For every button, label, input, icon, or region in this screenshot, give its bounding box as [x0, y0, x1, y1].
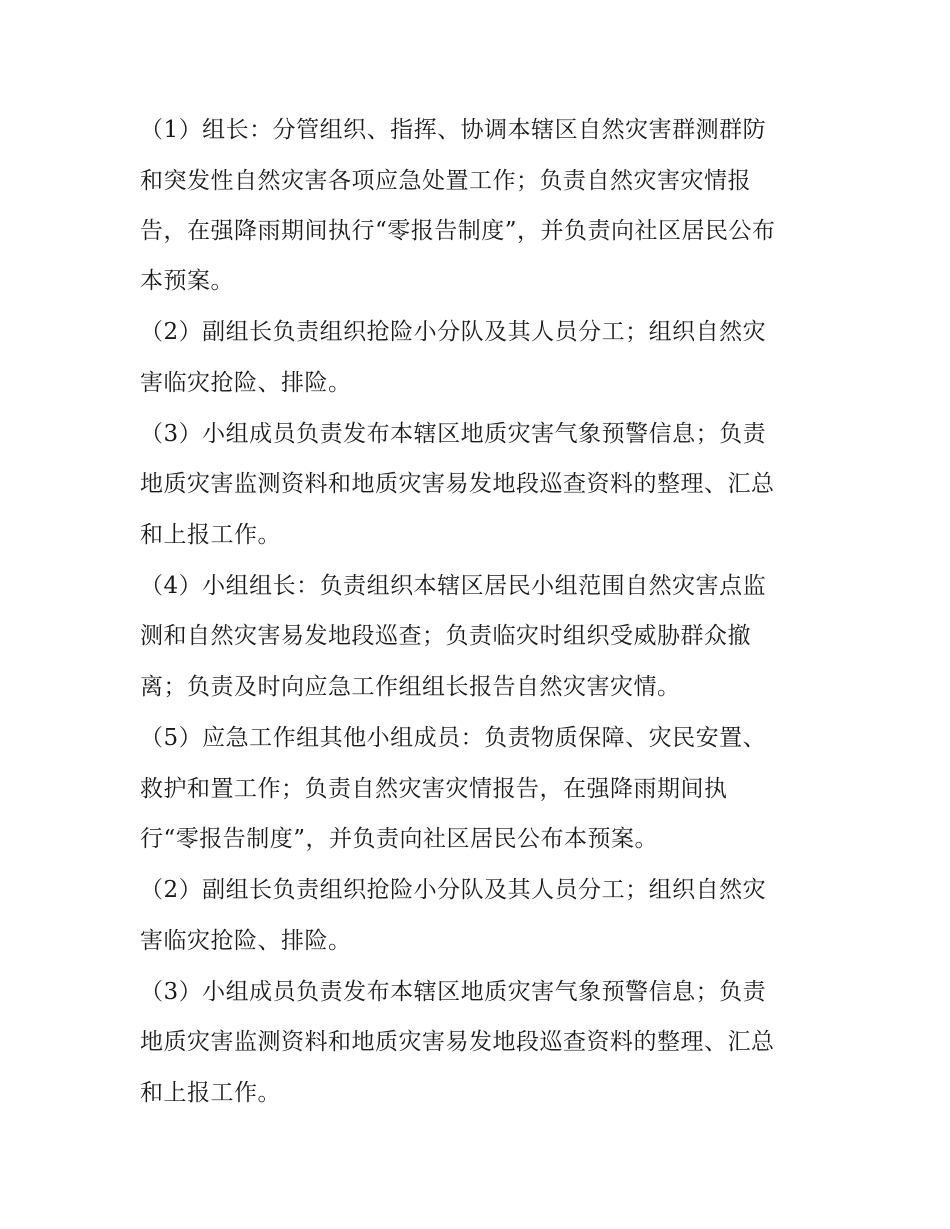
- paragraph-1-line-3: 告，在强降雨期间执行“零报告制度”，并负责向社区居民公布: [140, 218, 776, 244]
- paragraph-2-line-2: 害临灾抢险、排险。: [140, 370, 352, 396]
- paragraph-7-line-2: 地质灾害监测资料和地质灾害易发地段巡查资料的整理、汇总: [140, 1029, 775, 1055]
- paragraph-5-line-3: 行“零报告制度”，并负责向社区居民公布本预案。: [140, 826, 659, 852]
- paragraph-6-line-2: 害临灾抢险、排险。: [140, 928, 352, 954]
- paragraph-3-line-2: 地质灾害监测资料和地质灾害易发地段巡查资料的整理、汇总: [140, 471, 775, 497]
- paragraph-7-line-1: （3）小组成员负责发布本辖区地质灾害气象预警信息；负责: [140, 979, 767, 1005]
- paragraph-5-line-2: 救护和置工作；负责自然灾害灾情报告，在强降雨期间执: [140, 776, 728, 802]
- paragraph-3-line-1: （3）小组成员负责发布本辖区地质灾害气象预警信息；负责: [140, 421, 767, 447]
- paragraph-1-line-2: 和突发性自然灾害各项应急处置工作；负责自然灾害灾情报: [140, 168, 751, 194]
- paragraph-1-line-1: （1）组长：分管组织、指挥、协调本辖区自然灾害群测群防: [140, 117, 767, 143]
- paragraph-4-line-2: 测和自然灾害易发地段巡查；负责临灾时组织受威胁群众撤: [140, 623, 751, 649]
- paragraph-6-line-1: （2）副组长负责组织抢险小分队及其人员分工；组织自然灾: [140, 877, 767, 903]
- paragraph-7-line-3: 和上报工作。: [140, 1080, 281, 1106]
- paragraph-1-line-4: 本预案。: [140, 268, 234, 294]
- paragraph-5-line-1: （5）应急工作组其他小组成员：负责物质保障、灾民安置、: [140, 725, 767, 751]
- paragraph-2-line-1: （2）副组长负责组织抢险小分队及其人员分工；组织自然灾: [140, 319, 767, 345]
- paragraph-4-line-1: （4）小组组长：负责组织本辖区居民小组范围自然灾害点监: [140, 573, 767, 599]
- paragraph-3-line-3: 和上报工作。: [140, 522, 281, 548]
- paragraph-4-line-3: 离；负责及时向应急工作组组长报告自然灾害灾情。: [140, 674, 681, 700]
